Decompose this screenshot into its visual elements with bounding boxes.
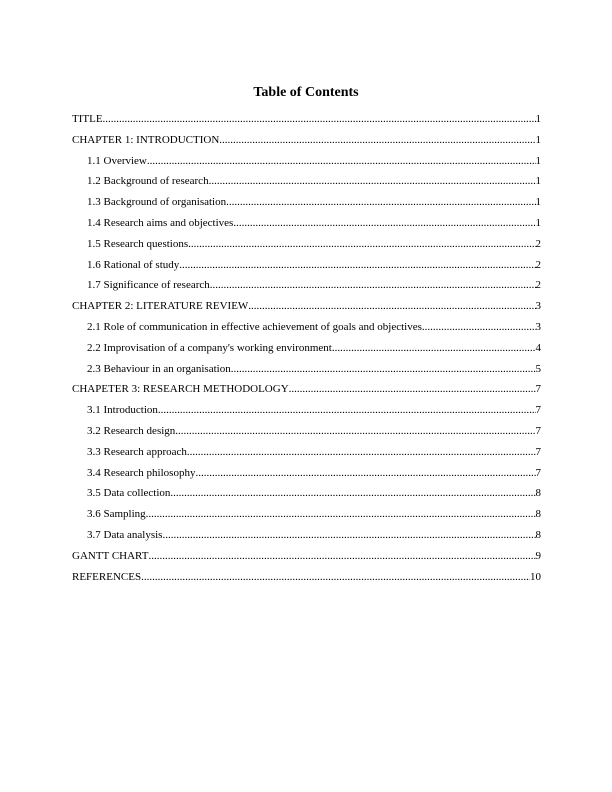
toc-dot-leader	[248, 299, 535, 313]
toc-entry[interactable]	[72, 403, 541, 424]
toc-page-number: 7	[535, 424, 541, 437]
toc-dot-leader	[188, 237, 535, 251]
toc-dot-leader	[187, 445, 536, 459]
toc-dot-leader	[146, 507, 536, 521]
toc-entry-label: 3.2 Research design	[87, 424, 176, 437]
toc-entry[interactable]	[72, 466, 541, 487]
toc-page-number: 1	[535, 154, 541, 167]
toc-entry[interactable]	[72, 195, 541, 216]
toc-entry-label: 1.7 Significance of research	[87, 279, 210, 292]
toc-entry[interactable]	[72, 507, 541, 528]
toc-page-number: 1	[535, 216, 541, 229]
toc-entry[interactable]	[72, 445, 541, 466]
toc-entry-label: 1.6 Rational of study	[87, 258, 180, 271]
toc-entry[interactable]	[72, 341, 541, 362]
toc-page-number: 4	[535, 341, 541, 354]
toc-entry[interactable]	[72, 112, 541, 133]
toc-entry[interactable]	[72, 362, 541, 383]
toc-entry[interactable]	[72, 486, 541, 507]
toc-entry[interactable]	[72, 549, 541, 570]
toc-entry-label: 3.3 Research approach	[87, 445, 187, 458]
toc-page-number: 7	[535, 383, 541, 396]
toc-dot-leader	[103, 112, 536, 126]
toc-entry[interactable]	[72, 154, 541, 175]
toc-entry[interactable]	[72, 174, 541, 195]
toc-entry[interactable]	[72, 133, 541, 154]
toc-entry-label: 3.5 Data collection	[87, 487, 171, 500]
toc-entry-label: 3.7 Data analysis	[87, 528, 163, 541]
toc-page-number: 1	[535, 113, 541, 125]
toc-page-number: 1	[535, 133, 541, 146]
toc-entry-label: 3.4 Research philosophy	[87, 466, 196, 479]
toc-entry[interactable]	[72, 299, 541, 320]
toc-entry[interactable]	[72, 382, 541, 403]
toc-entry[interactable]	[72, 424, 541, 445]
toc-dot-leader	[209, 174, 536, 188]
toc-entry-label: 1.4 Research aims and objectives	[87, 216, 234, 229]
toc-entry-label: REFERENCES	[72, 570, 142, 583]
toc-entry[interactable]	[72, 216, 541, 237]
toc-dot-leader	[175, 424, 535, 438]
toc-page-number: 7	[535, 445, 541, 458]
toc-page-number: 3	[535, 300, 541, 313]
toc-entry-label: 1.3 Background of organisation	[87, 196, 227, 209]
toc-page-number: 1	[535, 175, 541, 188]
toc-dot-leader	[147, 154, 536, 168]
toc-dot-leader	[219, 133, 535, 147]
toc-page-number: 5	[535, 362, 541, 375]
toc-entry[interactable]	[72, 278, 541, 299]
toc-dot-leader	[170, 486, 535, 500]
toc-page-number: 1	[535, 196, 541, 209]
toc-entry-label: GANTT CHART	[72, 549, 149, 562]
toc-page-number: 8	[535, 528, 541, 541]
toc-dot-leader	[162, 528, 535, 542]
toc-entry-label: 2.1 Role of communication in effective achievement of goals and objectives	[87, 320, 422, 333]
page-title: Table of Contents	[253, 85, 359, 100]
toc-page-number: 9	[535, 549, 541, 562]
toc-entry-label: 2.2 Improvisation of a company's working environment	[87, 341, 332, 354]
toc-entry-label: 1.5 Research questions	[87, 237, 189, 250]
toc-entry[interactable]	[72, 258, 541, 279]
toc-dot-leader	[422, 320, 536, 334]
toc-entry[interactable]	[72, 570, 541, 591]
toc-entry-label: CHAPTER 2: LITERATURE REVIEW	[72, 300, 249, 313]
toc-entry-label: CHAPTER 1: INTRODUCTION	[72, 133, 220, 146]
toc-page-number: 10	[530, 570, 541, 583]
toc-entry-label: 1.2 Background of research	[87, 175, 209, 188]
toc-page-number: 2	[535, 237, 541, 250]
toc-dot-leader	[141, 570, 530, 584]
toc-entry[interactable]	[72, 528, 541, 549]
toc-page-number: 2	[535, 258, 541, 271]
toc-entry-label: 3.6 Sampling	[87, 508, 146, 521]
toc-entry-label: 3.1 Introduction	[87, 404, 158, 417]
toc-dot-leader	[332, 341, 536, 355]
toc-entry-label: 1.1 Overview	[87, 154, 147, 167]
toc-page-number: 7	[535, 466, 541, 479]
toc-page-number: 2	[535, 279, 541, 292]
toc-page-number: 8	[535, 508, 541, 521]
toc-dot-leader	[289, 382, 536, 396]
toc-dot-leader	[195, 466, 535, 480]
toc-dot-leader	[158, 403, 536, 417]
toc-page-number: 7	[535, 404, 541, 417]
toc-dot-leader	[231, 362, 536, 376]
toc-dot-leader	[233, 216, 535, 230]
table-of-contents	[72, 112, 541, 590]
toc-entry-label: CHAPETER 3: RESEARCH METHODOLOGY	[72, 383, 289, 396]
toc-dot-leader	[148, 549, 535, 563]
toc-entry-label: TITLE	[72, 113, 103, 125]
toc-entry-label: 2.3 Behaviour in an organisation	[87, 362, 231, 375]
toc-entry[interactable]	[72, 320, 541, 341]
toc-page-number: 8	[535, 487, 541, 500]
toc-dot-leader	[210, 278, 536, 292]
toc-dot-leader	[226, 195, 535, 209]
toc-entry[interactable]	[72, 237, 541, 258]
toc-page-number: 3	[535, 320, 541, 333]
toc-dot-leader	[179, 258, 535, 272]
